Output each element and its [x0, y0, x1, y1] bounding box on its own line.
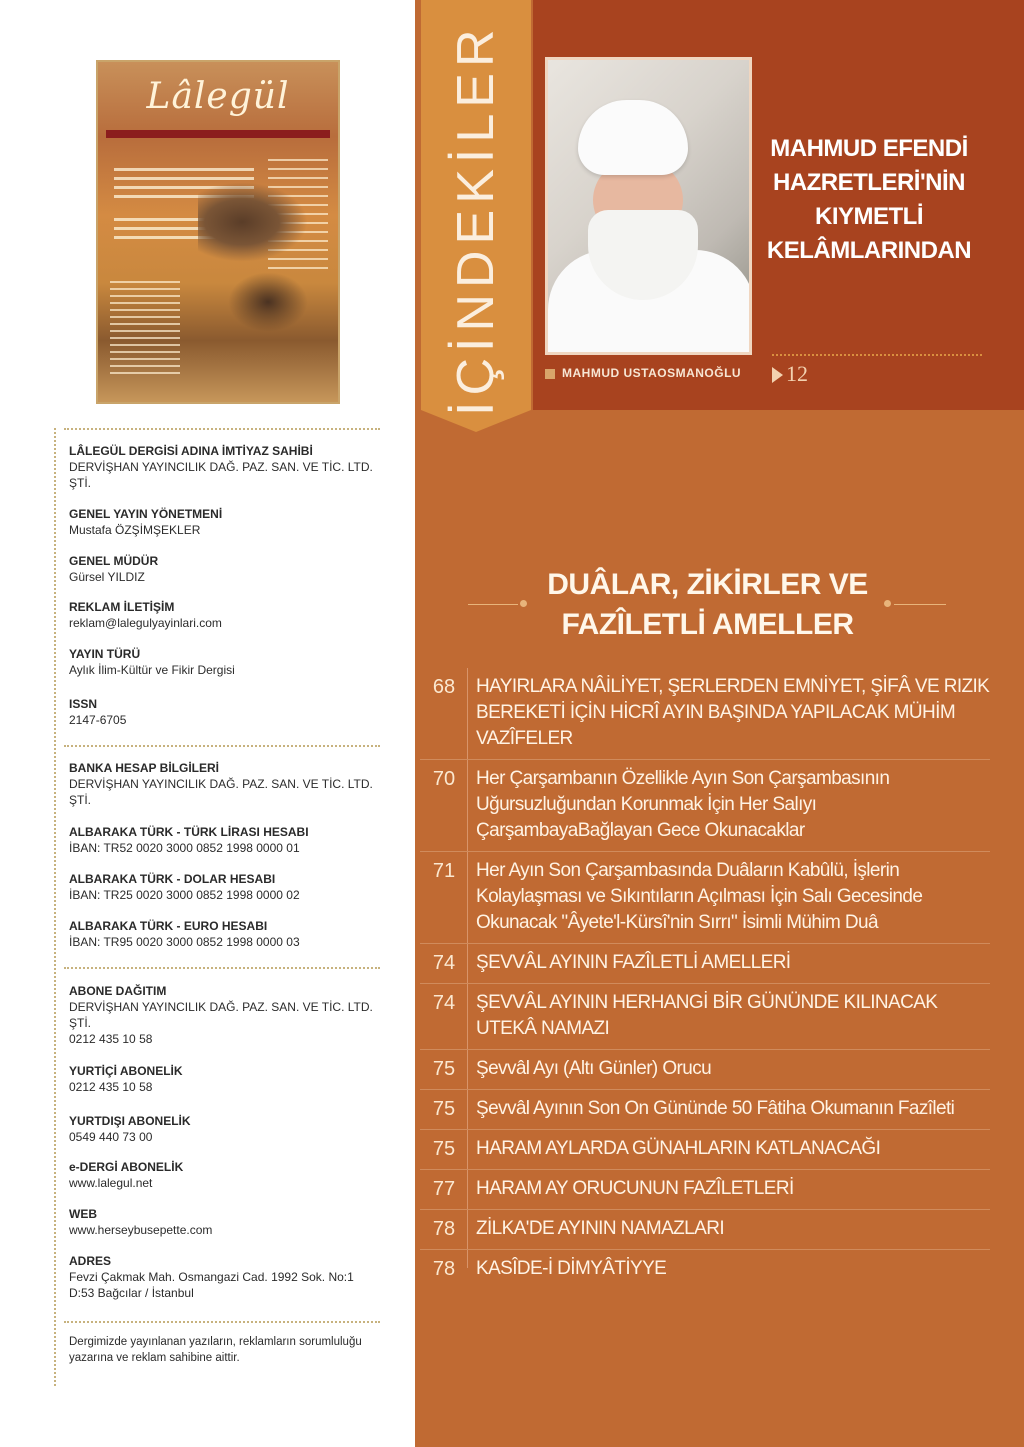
cover-author-list [110, 276, 180, 379]
dotted-divider [54, 428, 56, 1386]
bank-usd-account [69, 871, 379, 903]
masthead-value: 2147-6705 [69, 713, 127, 727]
subscription-value: www.herseybusepette.com [69, 1223, 213, 1237]
dotted-separator [64, 967, 380, 969]
toc-title: KASÎDE-İ DİMYÂTİYYE [476, 1258, 667, 1279]
masthead-label: LÂLEGÜL DERGİSİ ADINA İMTİYAZ SAHİBİ [69, 444, 313, 458]
masthead-manager [69, 553, 379, 585]
toc-entry[interactable] [420, 1090, 990, 1130]
toc-title: ZİLKA'DE AYININ NAMAZLARI [476, 1218, 725, 1239]
toc-page-number: 78 [432, 1258, 456, 1280]
dotted-separator [64, 428, 380, 430]
toc-title: HAYIRLARA NÂİLİYET, ŞERLERDEN EMNİYET, ŞİFÂ VE RIZIK BEREKETİ İÇİN HİCRÎ AYIN BAŞINDA YAPILACAK MÜHİM VAZÎFELER [476, 676, 990, 749]
toc-entry[interactable] [420, 1210, 990, 1250]
subscription-label: WEB [69, 1207, 97, 1221]
dotted-separator [64, 1321, 380, 1323]
bank-label: BANKA HESAP BİLGİLERİ [69, 761, 220, 775]
toc-entry[interactable] [420, 1170, 990, 1210]
toc-entry[interactable] [420, 1050, 990, 1090]
subscription-label: ADRES [69, 1254, 112, 1268]
photo-turban [578, 100, 688, 175]
subscription-value: 0212 435 10 58 [69, 1080, 153, 1094]
bank-iban: İBAN: TR95 0020 3000 0852 1998 0000 03 [69, 935, 300, 949]
disclaimer: Dergimizde yayınlanan yazıların, reklamların sorumluluğu yazarına ve reklam sahibine aittir. [69, 1336, 362, 1364]
section-title-line2: FAZÎLETLİ AMELLER [561, 608, 854, 641]
toc-entry[interactable] [420, 944, 990, 984]
subscription-value: www.lalegul.net [69, 1176, 153, 1190]
bank-eur-account [69, 918, 379, 950]
section-title [520, 565, 895, 645]
toc-page-number: 74 [432, 992, 456, 1014]
toc-entry[interactable] [420, 984, 990, 1050]
masthead-label: GENEL MÜDÜR [69, 554, 159, 568]
toc-entry[interactable] [420, 760, 990, 852]
ornament-line-left [468, 604, 518, 605]
masthead-editor [69, 506, 379, 538]
subscription-label: YURTİÇİ ABONELİK [69, 1064, 183, 1078]
bank-iban: İBAN: TR25 0020 3000 0852 1998 0000 02 [69, 888, 300, 902]
author-photo [545, 57, 752, 355]
bank-label: ALBARAKA TÜRK - EURO HESABI [69, 919, 268, 933]
masthead-owner [69, 443, 379, 491]
toc-page-number: 68 [432, 676, 456, 698]
toc-page-number: 75 [432, 1098, 456, 1120]
bank-iban: İBAN: TR52 0020 3000 0852 1998 0000 01 [69, 841, 300, 855]
toc-title: Şevvâl Ayının Son On Gününde 50 Fâtiha Okumanın Fazîleti [476, 1098, 955, 1119]
cover-logo: Lâlegül [146, 76, 290, 117]
toc-title: Şevvâl Ayı (Altı Günler) Orucu [476, 1058, 712, 1079]
featured-title[interactable]: MAHMUD EFENDİ HAZRETLERİ'NİN KIYMETLİ KELÂMLARINDAN [766, 135, 972, 264]
subscription-label: ABONE DAĞITIM [69, 984, 167, 998]
featured-divider [772, 354, 982, 356]
bank-value: DERVİŞHAN YAYINCILIK DAĞ. PAZ. SAN. VE TİC. LTD. ŞTİ. [69, 777, 373, 807]
subscription-label: YURTDIŞI ABONELİK [69, 1114, 191, 1128]
masthead-value: DERVİŞHAN YAYINCILIK DAĞ. PAZ. SAN. VE TİC. LTD. ŞTİ. [69, 460, 373, 490]
toc-page-number: 71 [432, 860, 456, 882]
subscription-value: Fevzi Çakmak Mah. Osmangazi Cad. 1992 Sok. No:1 D:53 Bağcılar / İstanbul [69, 1270, 354, 1300]
masthead-value: reklam@lalegulyayinlari.com [69, 616, 222, 630]
toc-entry[interactable] [420, 1250, 990, 1289]
toc-page-number: 77 [432, 1178, 456, 1200]
square-bullet-icon [545, 369, 555, 379]
bank-label: ALBARAKA TÜRK - TÜRK LİRASI HESABI [69, 825, 309, 839]
section-title-line1: DUÂLAR, ZİKİRLER VE [547, 568, 868, 601]
subscription-domestic [69, 1063, 379, 1095]
cover-reflection-image [228, 272, 308, 332]
toc-entry[interactable] [420, 852, 990, 944]
toc-entry[interactable] [420, 1130, 990, 1170]
magazine-cover [96, 60, 340, 404]
imprint-column [0, 0, 415, 1447]
masthead-value: Aylık İlim-Kültür ve Fikir Dergisi [69, 663, 235, 677]
subscription-value: DERVİŞHAN YAYINCILIK DAĞ. PAZ. SAN. VE TİC. LTD. ŞTİ. [69, 1000, 373, 1030]
toc-page-number: 74 [432, 952, 456, 974]
subscription-phone: 0212 435 10 58 [69, 1032, 153, 1046]
masthead-type [69, 646, 379, 678]
toc-entry[interactable] [420, 668, 990, 760]
masthead-ads [69, 599, 379, 631]
toc-title: ŞEVVÂL AYININ FAZÎLETLİ AMELLERİ [476, 952, 791, 973]
toc-title: Her Ayın Son Çarşambasında Duâların Kabûlü, İşlerin Kolaylaşması ve Sıkıntıların Açılması İçin Salı Gecesinde Okunacak "Âyete'l-Kürsî'nin Sırrı" İsimli Mühim Duâ [476, 860, 923, 933]
subscription-abroad [69, 1113, 379, 1145]
table-of-contents [420, 668, 990, 1289]
featured-page-number: 12 [786, 361, 808, 386]
dotted-separator [64, 745, 380, 747]
subscription-distribution [69, 983, 379, 1047]
ornament-line-right [894, 604, 946, 605]
subscription-edergi [69, 1159, 379, 1191]
masthead-label: GENEL YAYIN YÖNETMENİ [69, 507, 223, 521]
toc-page-number: 75 [432, 1058, 456, 1080]
masthead-value: Mustafa ÖZŞİMŞEKLER [69, 523, 201, 537]
cover-banner [106, 130, 330, 138]
bank-info [69, 760, 379, 808]
toc-page-number: 70 [432, 768, 456, 790]
masthead-label: ISSN [69, 697, 98, 711]
bank-try-account [69, 824, 379, 856]
featured-author: MAHMUD USTAOSMANOĞLU [562, 366, 742, 380]
toc-page-number: 78 [432, 1218, 456, 1240]
masthead-value: Gürsel YILDIZ [69, 570, 145, 584]
masthead-label: REKLAM İLETİŞİM [69, 600, 175, 614]
masthead-issn [69, 696, 379, 728]
toc-title: ŞEVVÂL AYININ HERHANGİ BİR GÜNÜNDE KILINACAK UTEKÂ NAMAZI [476, 992, 938, 1039]
play-arrow-icon [772, 367, 783, 383]
cover-bird-image [198, 182, 308, 262]
subscription-web [69, 1206, 379, 1238]
bank-label: ALBARAKA TÜRK - DOLAR HESABI [69, 872, 276, 886]
masthead-label: YAYIN TÜRÜ [69, 647, 141, 661]
subscription-label: e-DERGİ ABONELİK [69, 1160, 184, 1174]
toc-page-number: 75 [432, 1138, 456, 1160]
subscription-address [69, 1253, 369, 1301]
toc-title: HARAM AY ORUCUNUN FAZÎLETLERİ [476, 1178, 794, 1199]
toc-title: HARAM AYLARDA GÜNAHLARIN KATLANACAĞI [476, 1138, 881, 1159]
subscription-value: 0549 440 73 00 [69, 1130, 153, 1144]
toc-title: Her Çarşambanın Özellikle Ayın Son Çarşambasının Uğursuzluğundan Korunmak İçin Her Salıyı ÇarşambayaBağlayan Gece Okunacaklar [476, 768, 890, 841]
vertical-title: İÇİNDEKİLER [447, 23, 505, 417]
